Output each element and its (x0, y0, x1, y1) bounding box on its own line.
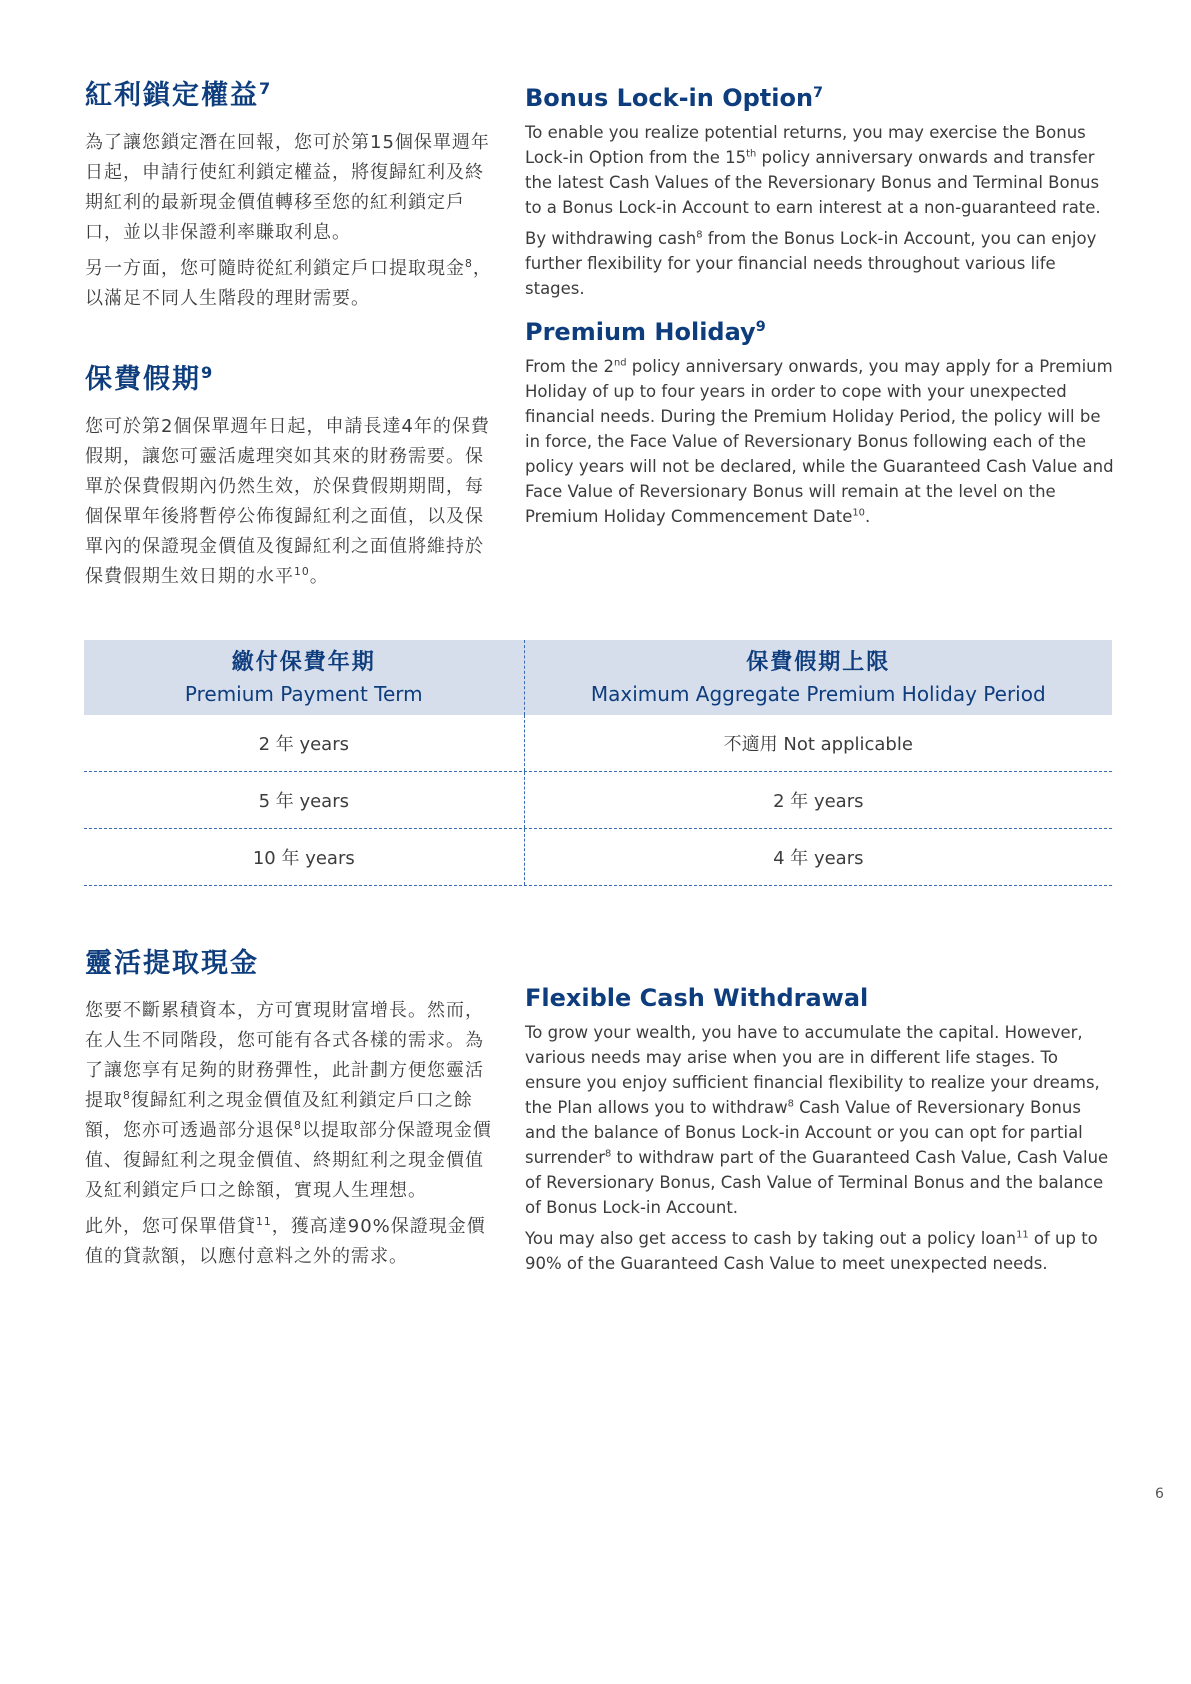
bonus-lock-en-para1: To enable you realize potential returns, you may exercise the Bonus Lock-in Option from the 15th policy anniversary onwards and transfer the latest Cash Values of the Reversionary Bonus and Terminal Bonus to a Bonus Lock-in Account to earn interest at a non-guaranteed rate. (525, 123, 1101, 217)
table-header (84, 640, 1112, 715)
withdrawal-en-title: Flexible Cash Withdrawal (525, 984, 869, 1012)
table-row (84, 772, 1112, 829)
table-header-term (84, 640, 524, 715)
page-number: 6 (1155, 1486, 1164, 1502)
premium-holiday-zh-title: 保費假期$^9$ (85, 363, 215, 395)
bonus-lock-en-para2: By withdrawing cash$^8$ from the Bonus Lock-in Account, you can enjoy further flexibility for your financial needs throughout various life stages. (525, 229, 1097, 298)
header-holiday-zh: 保費假期上限 (746, 649, 891, 675)
cell-holiday: 2 年 years (524, 772, 1112, 828)
withdrawal-zh-section (85, 946, 500, 1278)
table-header-holiday (524, 640, 1112, 715)
bonus-lock-zh-para2: 另一方面，您可隨時從紅利鎖定戶口提取現金$^8$，以滿足不同人生階段的理財需要。 (85, 257, 492, 309)
withdrawal-en-para2: You may also get access to cash by taking out a policy loan$^{11}$ of up to 90% of the Guaranteed Cash Value to meet unexpected needs. (525, 1229, 1098, 1273)
header-term-zh: 繳付保費年期 (231, 649, 376, 675)
premium-holiday-en-para1: From the 2nd policy anniversary onwards, you may apply for a Premium Holiday of up to four years in order to cope with your unexpected financial needs. During the Premium Holiday Period, the policy will be in force, the Face Value of Reversionary Bonus following each of the policy years will not be declared, while the Guaranteed Cash Value and Face Value of Reversionary Bonus will remain at the level on the Premium Holiday Commencement Date$^{10}$. (525, 357, 1114, 526)
withdrawal-en-para1: To grow your wealth, you have to accumulate the capital. However, various needs may arise when you are in different life stages. To ensure you enjoy sufficient financial flexibility to realize your dreams, the Plan allows you to withdraw$^8$ Cash Value of Reversionary Bonus and the balance of Bonus Lock-in Account or you can opt for partial surrender$^8$ to withdraw part of the Guaranteed Cash Value, Cash Value of Reversionary Bonus, Cash Value of Terminal Bonus and the balance of Bonus Lock-in Account. (525, 1023, 1109, 1217)
cell-term: 2 年 years (258, 734, 349, 755)
bonus-lock-en-title: Bonus Lock-in Option$^7$ (525, 84, 824, 112)
header-term-en: Premium Payment Term (184, 681, 423, 706)
withdrawal-zh-para1: 您要不斷累積資本，方可實現財富增長。然而，在人生不同階段，您可能有各式各樣的需求。為了讓您享有足夠的財務彈性，此計劃方便您靈活提取$^8$復歸紅利之現金價值及紅利鎖定戶口之餘額，您亦可透過部分退保$^8$以提取部分保證現金價值、復歸紅利之現金價值、終期紅利之現金價值及紅利鎖定戶口之餘額，實現人生理想。 (85, 1000, 492, 1201)
premium-holiday-en-section (525, 316, 1115, 535)
premium-holiday-zh-para1: 您可於第2個保單週年日起，申請長達4年的保費假期，讓您可靈活處理突如其來的財務需要。保單於保費假期內仍然生效，於保費假期期間，每個保單年後將暫停公佈復歸紅利之面值，以及保單內的保證現金價值及復歸紅利之面值將維持於保費假期生效日期的水平$^{10}$。 (85, 416, 490, 587)
cell-term: 10 年 years (252, 848, 355, 869)
withdrawal-en-section (525, 982, 1115, 1282)
premium-holiday-zh-section (85, 362, 500, 598)
withdrawal-zh-para2: 此外，您可保單借貸$^{11}$，獲高達90%保證現金價值的貸款額，以應付意料之外的需求。 (85, 1215, 486, 1267)
cell-holiday: 4 年 years (524, 829, 1112, 885)
bonus-lock-zh-section (85, 78, 500, 320)
cell-holiday: 不適用 Not applicable (524, 715, 1112, 771)
withdrawal-zh-title: 靈活提取現金 (85, 948, 259, 979)
premium-holiday-table (84, 640, 1112, 886)
table-row (84, 715, 1112, 772)
premium-holiday-en-title: Premium Holiday$^9$ (525, 318, 766, 346)
bonus-lock-zh-para1: 為了讓您鎖定潛在回報，您可於第15個保單週年日起，申請行使紅利鎖定權益，將復歸紅利及終期紅利的最新現金價值轉移至您的紅利鎖定戶口，並以非保證利率賺取利息。 (85, 132, 490, 243)
header-holiday-en: Maximum Aggregate Premium Holiday Period (590, 681, 1046, 706)
table-row (84, 829, 1112, 886)
bonus-lock-zh-title: 紅利鎖定權益$^7$ (85, 79, 273, 111)
cell-term: 5 年 years (258, 791, 349, 812)
bonus-lock-en-section (525, 82, 1115, 307)
